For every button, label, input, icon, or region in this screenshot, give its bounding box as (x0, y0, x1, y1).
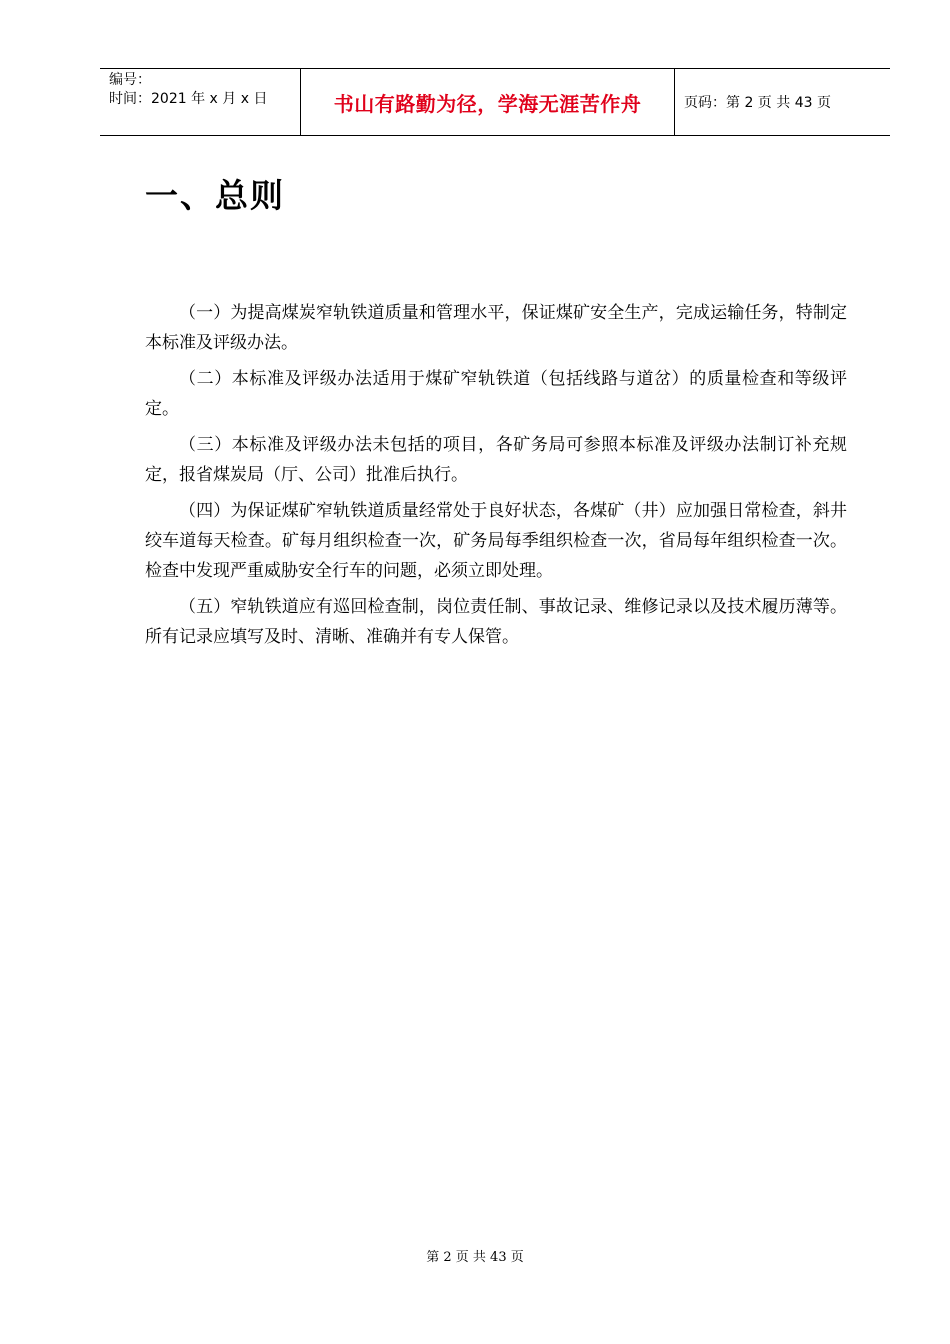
document-date: 时间：2021 年 x 月 x 日 (109, 91, 268, 107)
document-header (100, 68, 890, 136)
header-page-cell (675, 69, 890, 135)
document-number-label: 编号： (109, 72, 151, 88)
paragraph: （三）本标准及评级办法未包括的项目，各矿务局可参照本标准及评级办法制订补充规定，报省煤炭局（厅、公司）批准后执行。 (145, 435, 847, 485)
header-motto-cell (301, 69, 675, 135)
header-page-info: 页码：第 2 页 共 43 页 (684, 95, 831, 111)
paragraph: （五）窄轨铁道应有巡回检查制，岗位责任制、事故记录、维修记录以及技术履历薄等。所有记录应填写及时、清晰、准确并有专人保管。 (145, 597, 847, 647)
paragraph: （一）为提高煤炭窄轨铁道质量和管理水平，保证煤矿安全生产，完成运输任务，特制定本标准及评级办法。 (145, 303, 847, 353)
header-meta-cell (100, 69, 301, 135)
section-body (145, 298, 847, 658)
header-motto: 书山有路勤为径，学海无涯苦作舟 (333, 91, 642, 116)
paragraph: （二）本标准及评级办法适用于煤矿窄轨铁道（包括线路与道岔）的质量检查和等级评定。 (145, 369, 847, 419)
section-title: 一、总则 (145, 176, 285, 215)
paragraph: （四）为保证煤矿窄轨铁道质量经常处于良好状态，各煤矿（井）应加强日常检查，斜井绞车道每天检查。矿每月组织检查一次，矿务局每季组织检查一次，省局每年组织检查一次。检查中发现严重威胁安全行车的问题，必须立即处理。 (145, 501, 847, 581)
page-footer: 第 2 页 共 43 页 (426, 1250, 524, 1265)
